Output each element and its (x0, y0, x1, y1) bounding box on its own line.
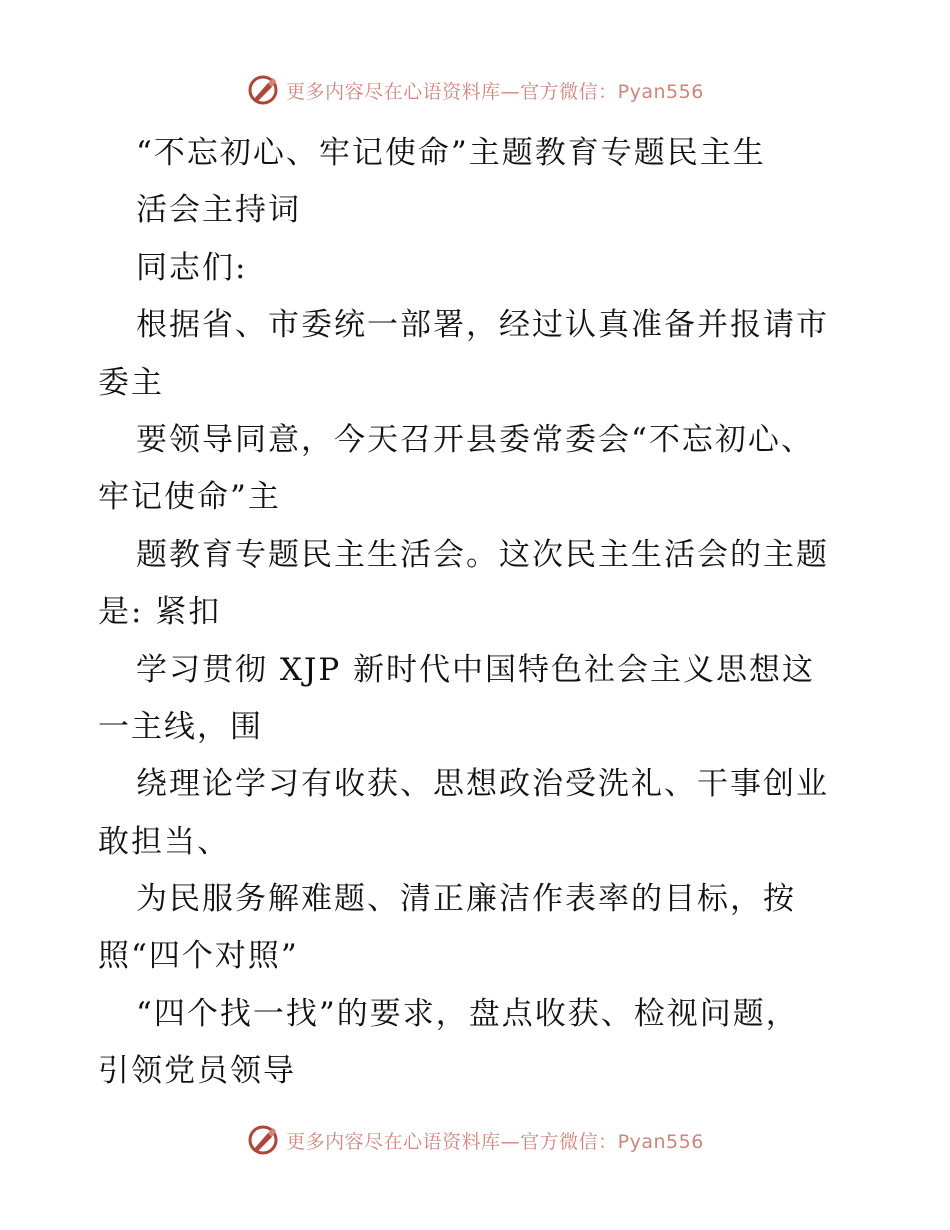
footer-watermark (0, 1120, 950, 1160)
watermark-text: 更多内容尽在心语资料库—官方微信：Pyan556 (286, 1130, 704, 1153)
text-line: 绕理论学习有收获、思想政治受洗礼、干事创业 (136, 766, 829, 803)
header-watermark (0, 70, 950, 110)
text-line: 敢担当、 (98, 823, 230, 860)
pen-nib-circle-icon (246, 73, 280, 107)
text-line: 根据省、市委统一部署，经过认真准备并报请市 (136, 307, 829, 344)
text-line: 委主 (98, 364, 164, 401)
text-line: 要领导同意，今天召开县委常委会“不忘初心、 (136, 421, 814, 458)
text-line: 为民服务解难题、清正廉洁作表率的目标，按 (136, 881, 796, 918)
text-line: 引领党员领导 (98, 1053, 296, 1090)
text-line: “不忘初心、牢记使命”主题教育专题民主生 (136, 135, 766, 171)
text-line: 是: 紧扣 (98, 594, 222, 631)
pen-nib-circle-icon (246, 1123, 280, 1157)
text-line: 同志们: (136, 249, 248, 286)
text-line: 牢记使命”主 (98, 479, 281, 516)
document-body (98, 125, 858, 1101)
text-line: 学习贯彻 XJP 新时代中国特色社会主义思想这 (136, 651, 816, 688)
text-line: “四个找一找”的要求，盘点收获、检视问题， (136, 995, 799, 1032)
watermark-text: 更多内容尽在心语资料库—官方微信：Pyan556 (286, 80, 704, 103)
text-line: 题教育专题民主生活会。这次民主生活会的主题 (136, 536, 829, 573)
text-line: 照“四个对照” (98, 938, 299, 975)
text-line: 一主线，围 (98, 708, 263, 745)
text-line: 活会主持词 (136, 192, 301, 229)
